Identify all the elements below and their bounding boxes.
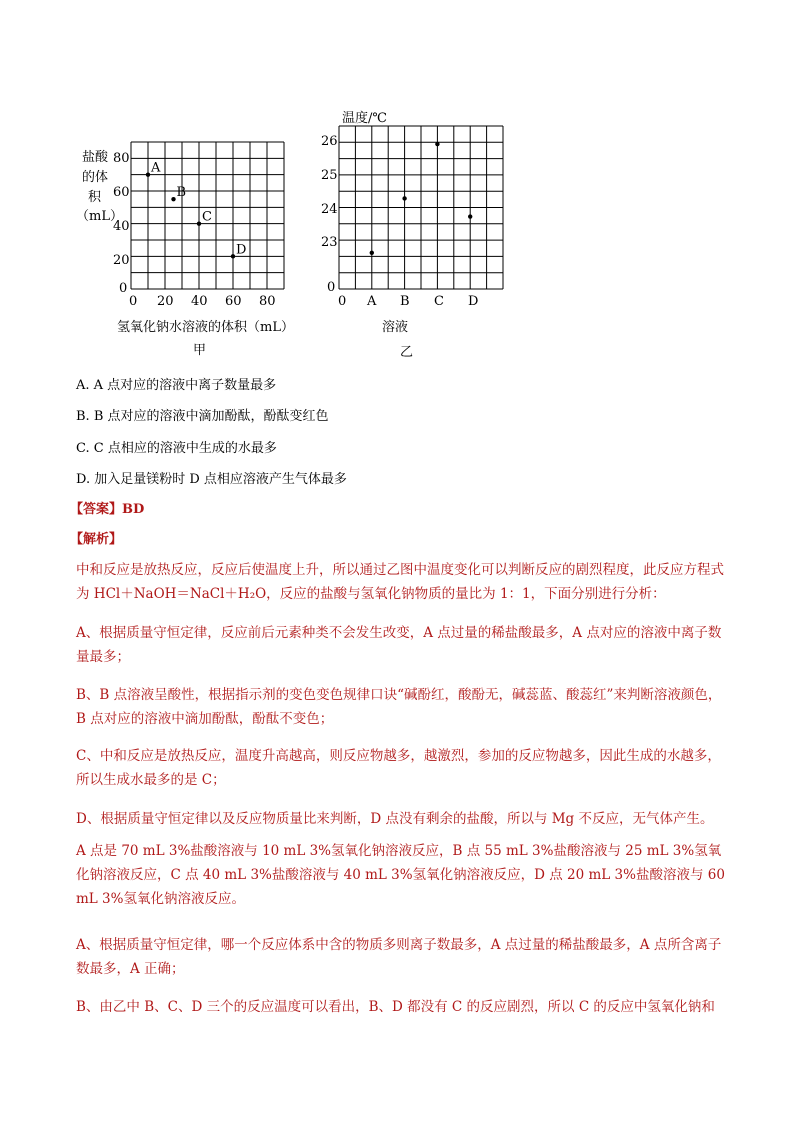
jia-xtick: 0	[129, 294, 138, 309]
jia-ylabel-line-2: 的体	[82, 170, 109, 185]
analysis-label: 【解析】	[70, 532, 123, 547]
yi-ytick: 23	[321, 235, 338, 250]
jia-point-label-B: B	[176, 185, 187, 201]
answer-label: 【答案】	[70, 502, 123, 517]
paragraph-b-judge: B、由乙中 B、C、D 三个的反应温度可以看出，B、D 都没有 C 的反应剧烈，所以 C 的反应中氢氧化钠和	[76, 999, 715, 1015]
yi-ytick: 24	[321, 202, 338, 217]
option-a: A. A 点对应的溶液中离子数量最多	[76, 378, 277, 393]
yi-point-A	[370, 251, 374, 255]
jia-ylabel-line-4: （mL）	[76, 209, 123, 224]
paragraph-d: D、根据质量守恒定律以及反应物质量比来判断，D 点没有剩余的盐酸，所以与 Mg 不反应，无气体产生。	[76, 811, 714, 827]
yi-xtick: B	[400, 294, 410, 309]
yi-point-D	[468, 214, 472, 218]
answer-value: BD	[122, 502, 145, 517]
jia-xtick: 20	[157, 294, 174, 309]
jia-ylabel-line-3: 积	[88, 190, 102, 205]
jia-ytick: 80	[113, 151, 130, 166]
yi-point-B	[402, 196, 406, 200]
option-d: D. 加入足量镁粉时 D 点相应溶液产生气体最多	[76, 472, 347, 487]
jia-xtick: 80	[259, 294, 276, 309]
yi-point-C	[435, 142, 439, 146]
paragraph-a-judge: A、根据质量守恒定律，哪一个反应体系中含的物质多则离子数最多，A 点过量的稀盐酸最多，A 点所含离子数最多，A 正确；	[76, 937, 722, 977]
paragraph-a: A、根据质量守恒定律，反应前后元素种类不会发生改变，A 点过量的稀盐酸最多，A 点对应的溶液中离子数量最多；	[76, 625, 722, 665]
yi-plot	[0, 0, 794, 360]
jia-xlabel: 氢氧化钠水溶液的体积（mL）	[117, 320, 294, 335]
jia-ytick: 60	[113, 185, 130, 200]
jia-xtick: 60	[225, 294, 242, 309]
yi-ytick: 25	[321, 168, 338, 183]
yi-xtick: 0	[338, 294, 347, 309]
yi-ytick: 26	[321, 134, 338, 149]
paragraph-volumes: A 点是 70 mL 3%盐酸溶液与 10 mL 3%氢氧化钠溶液反应，B 点 55 mL 3%盐酸溶液与 25 mL 3%氢氧化钠溶液反应，C 点 40 mL 3%盐酸溶液与 40 mL 3%氢氧化钠溶液反应，D 点 20 mL 3%盐酸溶液与 60 mL 3%氢氧化钠溶液反应。	[76, 843, 725, 907]
jia-caption: 甲	[193, 343, 207, 358]
jia-point-label-A: A	[151, 160, 161, 176]
option-c: C. C 点相应的溶液中生成的水最多	[76, 441, 277, 456]
jia-ytick: 40	[113, 219, 130, 234]
paragraph-c: C、中和反应是放热反应，温度升高越高，则反应物越多，越激烈，参加的反应物越多，因此生成的水越多，所以生成水最多的是 C；	[76, 748, 721, 788]
paragraph-b: B、B 点溶液呈酸性，根据指示剂的变色变色规律口诀“碱酚红，酸酚无，碱蕊蓝、酸蕊红”来判断溶液颜色，B 点对应的溶液中滴加酚酞，酚酞不变色；	[76, 687, 722, 727]
answer-row	[70, 498, 144, 517]
yi-ytick: 0	[327, 280, 336, 295]
jia-ytick: 20	[113, 253, 130, 268]
yi-xtick: C	[434, 294, 444, 309]
yi-caption: 乙	[400, 345, 414, 360]
jia-ylabel-line-1: 盐酸	[82, 150, 109, 165]
jia-xtick: 40	[191, 294, 208, 309]
yi-xtick: A	[367, 294, 377, 309]
option-b: B. B 点对应的溶液中滴加酚酞，酚酞变红色	[76, 409, 329, 424]
yi-xlabel: 溶液	[382, 320, 409, 335]
jia-ytick: 0	[119, 281, 128, 296]
yi-xtick: D	[468, 294, 479, 309]
jia-point-label-D: D	[236, 242, 247, 258]
jia-point-label-C: C	[202, 209, 212, 225]
yi-ylabel: 温度/℃	[342, 111, 387, 126]
paragraph-intro: 中和反应是放热反应，反应后使温度上升，所以通过乙图中温度变化可以判断反应的剧烈程度，此反应方程式为 HCl＋NaOH＝NaCl＋H₂O，反应的盐酸与氢氧化钠物质的量比为 1：1，下面分别进行分析：	[76, 562, 724, 602]
